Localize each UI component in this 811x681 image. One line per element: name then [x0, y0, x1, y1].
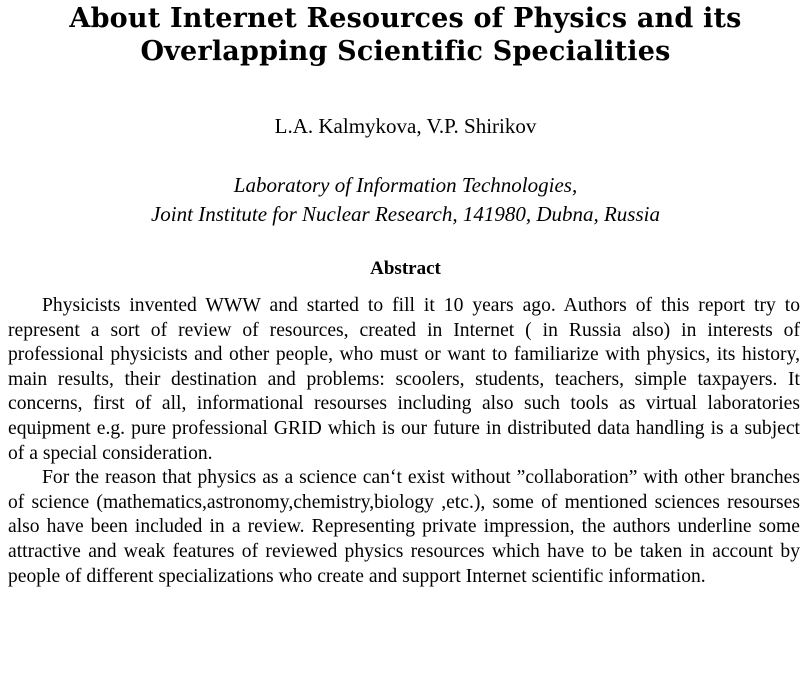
paper-title-line-1: About Internet Resources of Physics and its [69, 3, 742, 34]
abstract-paragraph-1: Physicists invented WWW and started to fill it 10 years ago. Authors of this report try to represent a sort of review of resources, created in Internet ( in Russia also) in interests of professional physicists and other people, who must or want to familiarize with physics, its history, main results, their destination and problems: scoolers, students, teachers, simple taxpayers. It concerns, first of all, informational resourses including also such tools as virtual laboratories equipment e.g. pure professional GRID which is our future in distributed data handling is a subject of a special consideration. [8, 295, 800, 464]
paper-title [0, 2, 811, 68]
paper-title-line-2: Overlapping Scientific Specialities [140, 36, 671, 67]
affiliation-line-1: Laboratory of Information Technologies, [233, 173, 578, 197]
paper-authors: L.A. Kalmykova, V.P. Shirikov [274, 114, 537, 138]
affiliation-line-2: Joint Institute for Nuclear Research, 141980, Dubna, Russia [150, 202, 660, 226]
abstract-paragraph-2: For the reason that physics as a science can‘t exist without ”collaboration” with other branches of science (mathematics,astronomy,chemistry,biology ,etc.), some of mentioned sciences resourses also have been included in a review. Representing private impression, the authors underline some attractive and weak features of reviewed physics resources which have to be taken in account by people of different specializations who create and support Internet scientific information. [8, 467, 800, 587]
abstract-body [8, 294, 800, 589]
abstract-heading: Abstract [370, 258, 441, 279]
paper-affiliation [0, 171, 811, 229]
